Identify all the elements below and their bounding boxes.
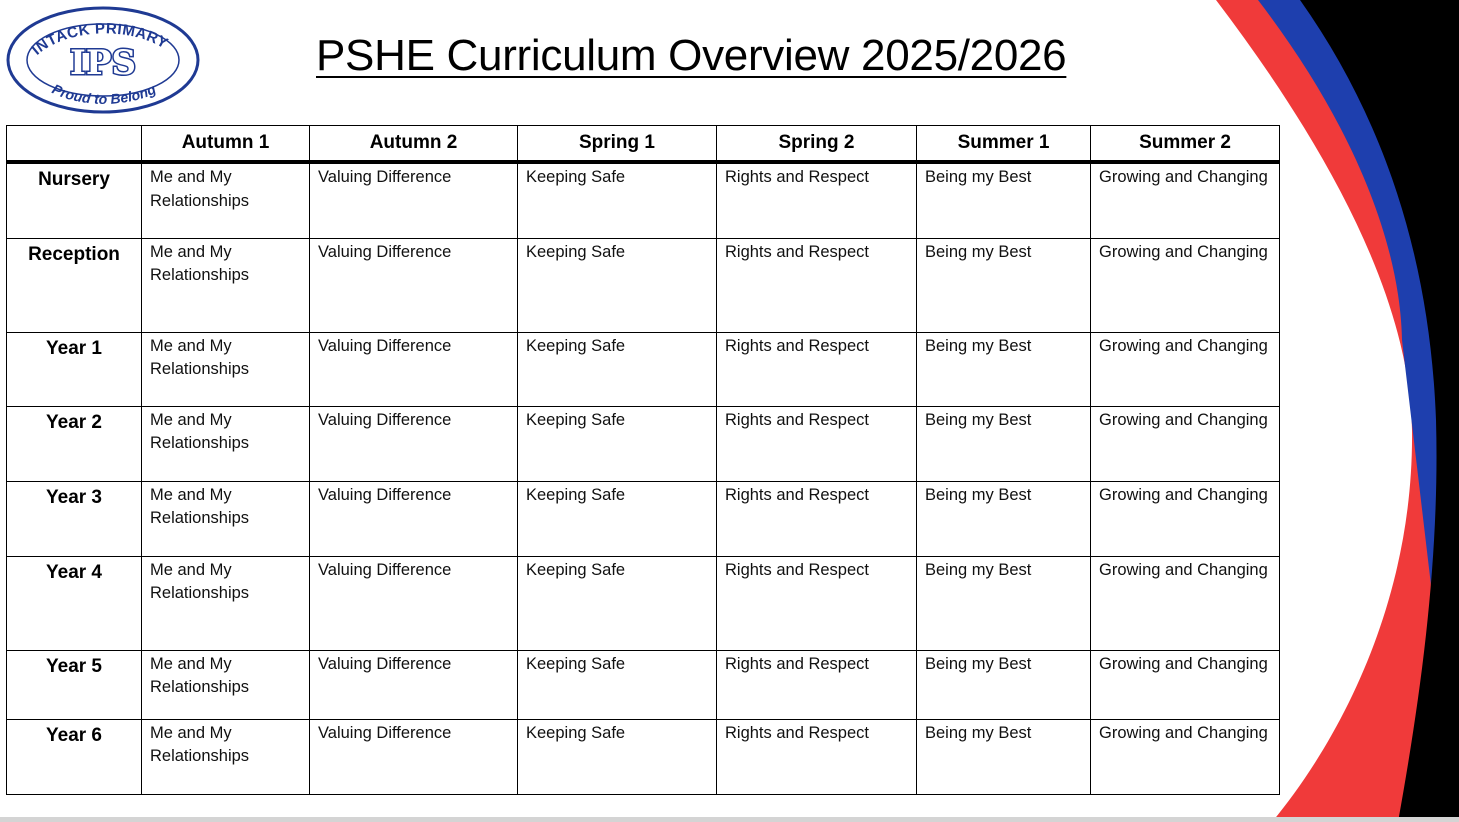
table-cell: Rights and Respect xyxy=(717,406,917,481)
column-header: Spring 2 xyxy=(717,126,917,163)
table-cell: Growing and Changing xyxy=(1091,481,1280,556)
table-cell: Keeping Safe xyxy=(518,406,717,481)
table-cell: Being my Best xyxy=(917,719,1091,794)
table-cell: Being my Best xyxy=(917,332,1091,406)
table-row xyxy=(7,650,1280,719)
table-cell: Being my Best xyxy=(917,406,1091,481)
table-cell: Valuing Difference xyxy=(310,650,518,719)
table-cell: Keeping Safe xyxy=(518,481,717,556)
table-cell: Keeping Safe xyxy=(518,332,717,406)
table-cell: Keeping Safe xyxy=(518,162,717,238)
column-header: Spring 1 xyxy=(518,126,717,163)
table-cell: Me and My Relationships xyxy=(142,332,310,406)
table-row xyxy=(7,406,1280,481)
table-row xyxy=(7,238,1280,332)
column-header: Autumn 1 xyxy=(142,126,310,163)
table-cell: Rights and Respect xyxy=(717,481,917,556)
table-cell: Rights and Respect xyxy=(717,238,917,332)
table-cell: Keeping Safe xyxy=(518,238,717,332)
table-cell: Valuing Difference xyxy=(310,238,518,332)
table-cell: Valuing Difference xyxy=(310,162,518,238)
table-cell: Keeping Safe xyxy=(518,719,717,794)
logo-initials: IPS xyxy=(69,43,137,83)
table-cell: Me and My Relationships xyxy=(142,238,310,332)
table-row xyxy=(7,556,1280,650)
table-cell: Being my Best xyxy=(917,556,1091,650)
table-cell: Rights and Respect xyxy=(717,719,917,794)
table-cell: Growing and Changing xyxy=(1091,406,1280,481)
table-cell: Growing and Changing xyxy=(1091,650,1280,719)
table-cell: Being my Best xyxy=(917,162,1091,238)
bottom-scroll-edge xyxy=(0,817,1459,822)
table-cell: Valuing Difference xyxy=(310,332,518,406)
table-cell: Growing and Changing xyxy=(1091,719,1280,794)
table-cell: Me and My Relationships xyxy=(142,162,310,238)
table-cell: Me and My Relationships xyxy=(142,406,310,481)
table-cell: Growing and Changing xyxy=(1091,238,1280,332)
row-header: Reception xyxy=(7,238,142,332)
table-cell: Rights and Respect xyxy=(717,556,917,650)
table-row xyxy=(7,719,1280,794)
row-header: Year 5 xyxy=(7,650,142,719)
row-header: Year 4 xyxy=(7,556,142,650)
column-header: Summer 1 xyxy=(917,126,1091,163)
row-header: Year 1 xyxy=(7,332,142,406)
page-title: PSHE Curriculum Overview 2025/2026 xyxy=(316,31,1067,80)
corner-cell xyxy=(7,126,142,163)
table-cell: Being my Best xyxy=(917,481,1091,556)
table-cell: Being my Best xyxy=(917,650,1091,719)
table-cell: Being my Best xyxy=(917,238,1091,332)
column-header: Autumn 2 xyxy=(310,126,518,163)
row-header: Nursery xyxy=(7,162,142,238)
table-cell: Rights and Respect xyxy=(717,162,917,238)
table-cell: Growing and Changing xyxy=(1091,556,1280,650)
table-cell: Keeping Safe xyxy=(518,650,717,719)
header-row xyxy=(7,126,1280,163)
table-cell: Valuing Difference xyxy=(310,719,518,794)
table-cell: Me and My Relationships xyxy=(142,719,310,794)
table-cell: Me and My Relationships xyxy=(142,556,310,650)
row-header: Year 3 xyxy=(7,481,142,556)
table-cell: Me and My Relationships xyxy=(142,650,310,719)
school-logo xyxy=(4,4,202,116)
table-cell: Me and My Relationships xyxy=(142,481,310,556)
table-cell: Rights and Respect xyxy=(717,332,917,406)
table-row xyxy=(7,162,1280,238)
row-header: Year 2 xyxy=(7,406,142,481)
logo-top-text: INTACK PRIMARY xyxy=(28,20,172,59)
curriculum-table xyxy=(6,125,1280,795)
column-header: Summer 2 xyxy=(1091,126,1280,163)
table-cell: Valuing Difference xyxy=(310,406,518,481)
table-cell: Rights and Respect xyxy=(717,650,917,719)
table-cell: Growing and Changing xyxy=(1091,162,1280,238)
table-cell: Valuing Difference xyxy=(310,556,518,650)
table-row xyxy=(7,481,1280,556)
table-row xyxy=(7,332,1280,406)
logo-motto: Proud to Belong xyxy=(49,80,159,107)
table-cell: Valuing Difference xyxy=(310,481,518,556)
table-cell: Growing and Changing xyxy=(1091,332,1280,406)
row-header: Year 6 xyxy=(7,719,142,794)
table-cell: Keeping Safe xyxy=(518,556,717,650)
